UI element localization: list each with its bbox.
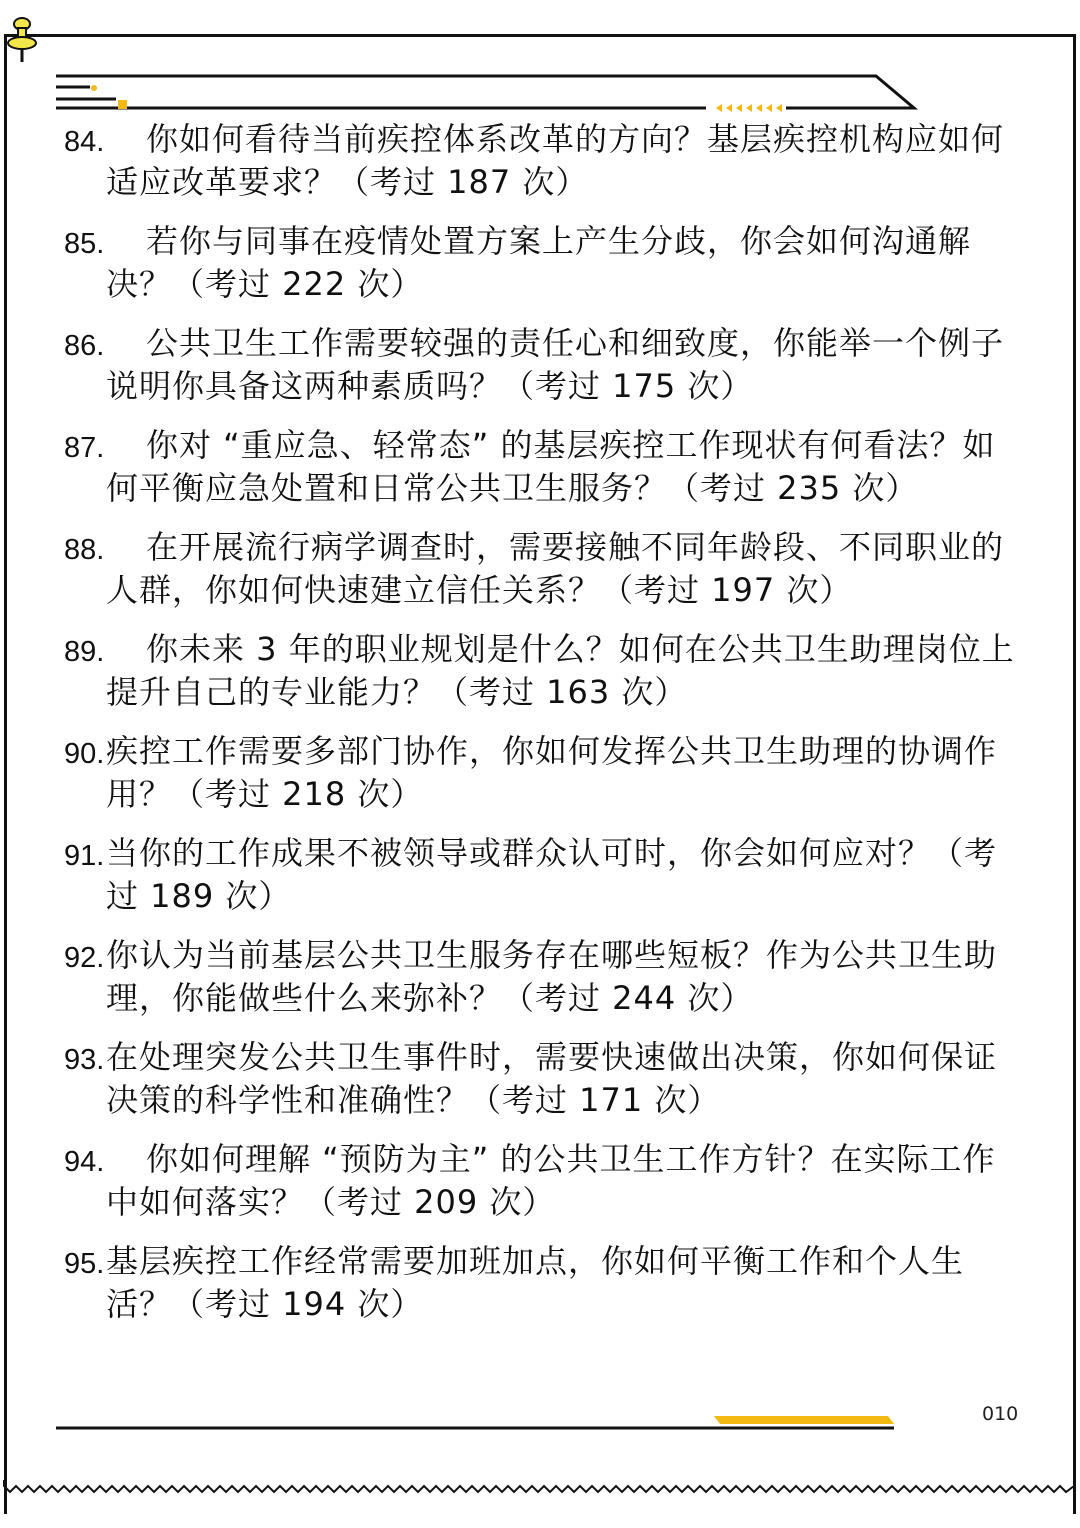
question-list [64, 118, 1024, 1342]
header-decoration [56, 70, 926, 120]
question-text: 你对 “重应急、轻常态” 的基层疾控工作现状有何看法？如何平衡应急处置和日常公共卫生服务？（考过 235 次） [106, 426, 996, 507]
question-item [64, 628, 1024, 714]
question-number: 89. [64, 636, 105, 668]
question-text: 你未来 3 年的职业规划是什么？如何在公共卫生助理岗位上提升自己的专业能力？（考过 163 次） [106, 630, 1015, 711]
question-number: 91. [64, 840, 105, 872]
question-number: 92. [64, 942, 105, 974]
question-number: 84. [64, 126, 105, 158]
question-number: 85. [64, 228, 105, 260]
question-text: 当你的工作成果不被领导或群众认可时，你会如何应对？（考过 189 次） [106, 834, 998, 915]
question-item [64, 526, 1024, 612]
question-number: 95. [64, 1248, 105, 1280]
question-text: 你如何理解 “预防为主” 的公共卫生工作方针？在实际工作中如何落实？（考过 209 次） [106, 1140, 996, 1221]
question-text: 你如何看待当前疾控体系改革的方向？基层疾控机构应如何适应改革要求？（考过 187 次） [106, 120, 1005, 201]
question-text: 在处理突发公共卫生事件时，需要快速做出决策，你如何保证决策的科学性和准确性？（考过 171 次） [106, 1038, 998, 1119]
question-text: 疾控工作需要多部门协作，你如何发挥公共卫生助理的协调作用？（考过 218 次） [106, 732, 998, 813]
question-text: 在开展流行病学调查时，需要接触不同年龄段、不同职业的人群，你如何快速建立信任关系？（考过 197 次） [106, 528, 1005, 609]
question-item [64, 1036, 1024, 1122]
question-item [64, 832, 1024, 918]
question-text: 若你与同事在疫情处置方案上产生分歧，你会如何沟通解决？（考过 222 次） [106, 222, 972, 303]
question-item [64, 220, 1024, 306]
question-number: 93. [64, 1044, 105, 1076]
question-item [64, 424, 1024, 510]
footer-decoration [56, 1410, 906, 1436]
question-text: 公共卫生工作需要较强的责任心和细致度，你能举一个例子说明你具备这两种素质吗？（考过 175 次） [106, 324, 1005, 405]
question-number: 94. [64, 1146, 105, 1178]
page-number: 010 [982, 1403, 1019, 1425]
question-item [64, 1138, 1024, 1224]
pushpin-icon [2, 16, 42, 66]
question-item [64, 1240, 1024, 1326]
question-number: 87. [64, 432, 105, 464]
question-number: 90. [64, 738, 105, 770]
question-item [64, 730, 1024, 816]
question-item [64, 118, 1024, 204]
question-item [64, 934, 1024, 1020]
question-number: 86. [64, 330, 105, 362]
question-number: 88. [64, 534, 105, 566]
torn-edge [0, 1478, 1080, 1528]
question-text: 你认为当前基层公共卫生服务存在哪些短板？作为公共卫生助理，你能做些什么来弥补？（考过 244 次） [106, 936, 998, 1017]
question-text: 基层疾控工作经常需要加班加点，你如何平衡工作和个人生活？（考过 194 次） [106, 1242, 965, 1323]
question-item [64, 322, 1024, 408]
